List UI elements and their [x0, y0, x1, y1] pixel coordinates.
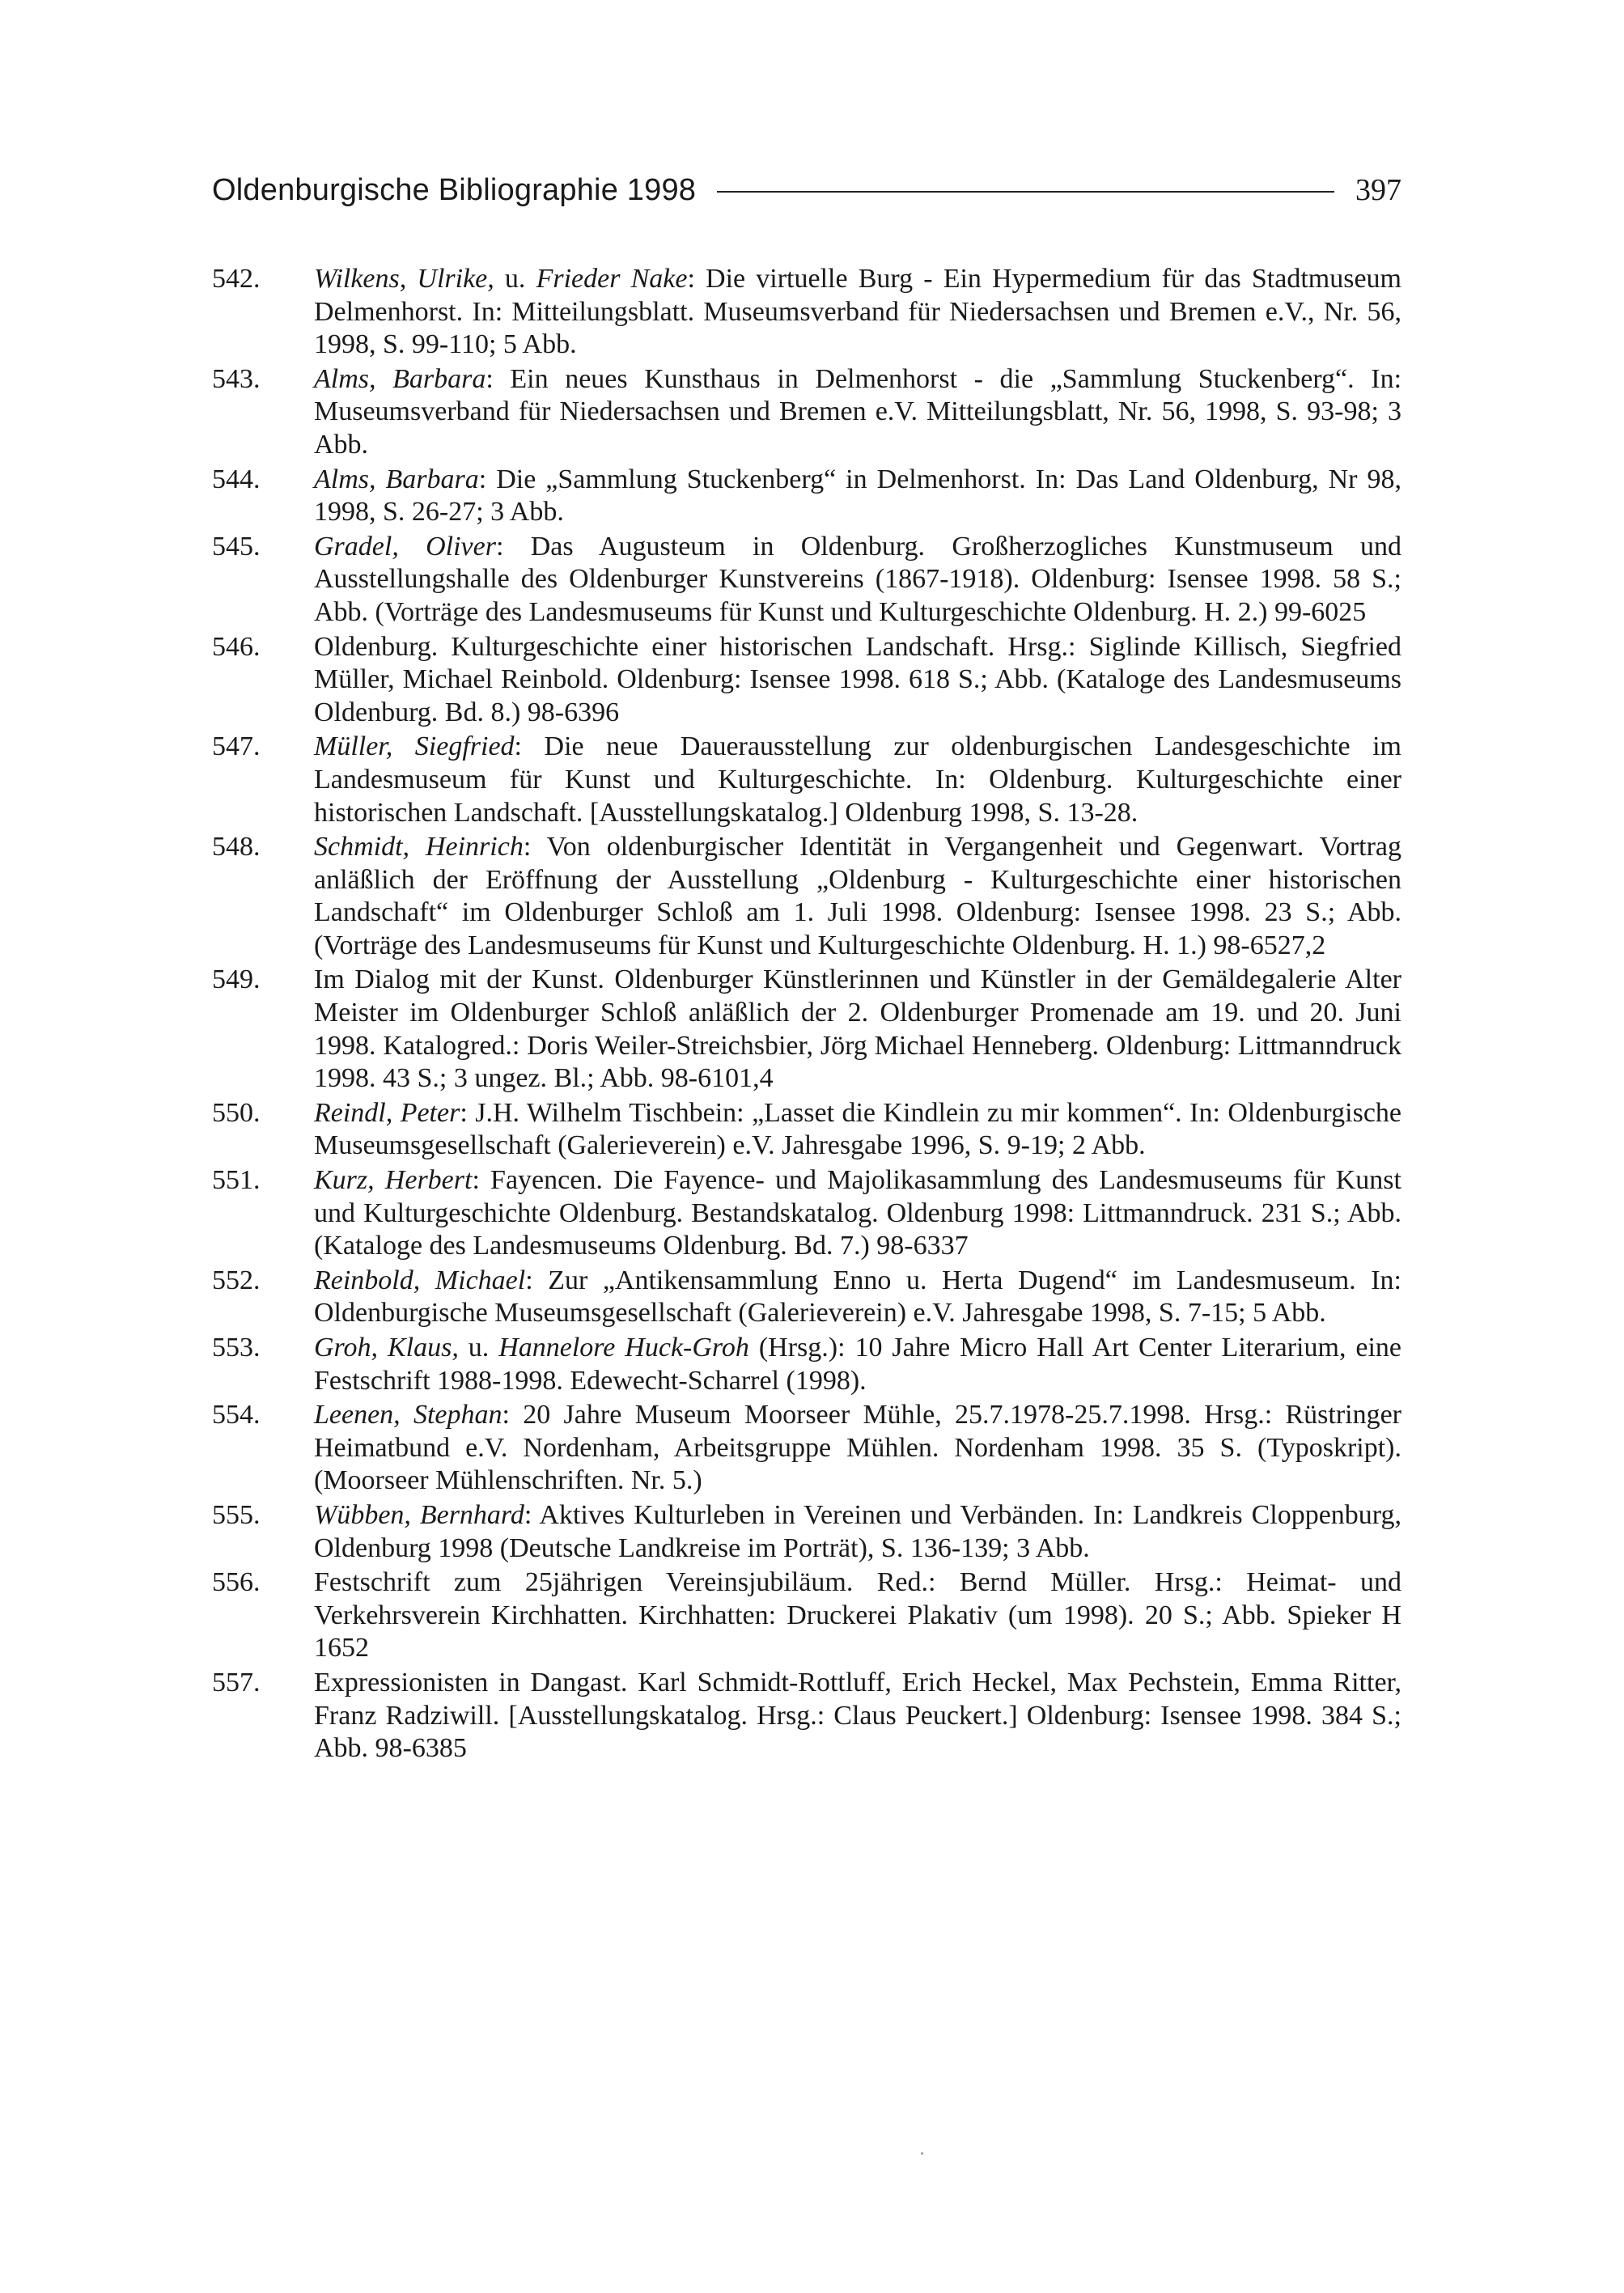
entry-author: Wübben, Bernhard [314, 1499, 524, 1530]
entry-number: 551. [212, 1165, 261, 1196]
entry-body [314, 631, 1401, 730]
entry-author: Kurz, Herbert [314, 1165, 473, 1196]
entry-number: 547. [212, 731, 261, 762]
entry-body [314, 1499, 1401, 1565]
entry-text: : Von oldenburgischer Identität in Vergangenheit und Gegenwart. Vortrag anläßlich der Eröffnung der Ausstellung „Oldenburg - Kulturgeschichte einer historischen Landschaft“ im Oldenburger Schloß am 1. Juli 1998. Oldenburg: Isensee 1998. 23 S.; Abb. (Vorträge des Landesmuseums für Kunst und Kulturgeschichte Oldenburg. H. 1.) 98-6527,2 [314, 832, 1402, 960]
entry-author: Groh, Klaus, [314, 1333, 459, 1363]
entry-conjunction: u. [494, 264, 536, 294]
entry-body [314, 1566, 1401, 1665]
entry-number: 556. [212, 1567, 261, 1598]
entry-body [314, 363, 1401, 462]
entry-number: 542. [212, 264, 261, 294]
entry-author: Gradel, Oliver [314, 531, 496, 562]
entry-text: : Aktives Kulturleben in Vereinen und Verbänden. In: Landkreis Cloppenburg, Oldenburg 1998 (Deutsche Landkreise im Porträt), S. 136-139; 3 Abb. [314, 1499, 1401, 1563]
entry-body [314, 831, 1401, 962]
entry-number: 545. [212, 531, 261, 562]
entry-body [314, 531, 1401, 629]
bibliography-list [212, 263, 1401, 1767]
entry-author: Alms, Barbara [314, 464, 479, 494]
entry-text: : Die virtuelle Burg - Ein Hypermedium für das Stadtmuseum Delmenhorst. In: Mitteilungsblatt. Museumsverband für Niedersachsen und Bremen e.V., Nr. 56, 1998, S. 99-110; 5 Abb. [314, 264, 1401, 360]
entry-author: Wilkens, Ulrike, [314, 264, 494, 294]
bibliography-entry [212, 263, 1401, 362]
entry-body [314, 464, 1401, 529]
entry-number: 554. [212, 1400, 261, 1430]
bibliography-entry [212, 731, 1401, 829]
entry-text: Festschrift zum 25jährigen Vereinsjubiläum. Red.: Bernd Müller. Hrsg.: Heimat- und Verkehrsverein Kirchhatten. Kirchhatten: Druckerei Plakativ (um 1998). 20 S.; Abb. Spieker H 1652 [314, 1567, 1401, 1664]
entry-author: Schmidt, Heinrich [314, 832, 524, 863]
bibliography-entry [212, 1566, 1401, 1665]
bibliography-entry [212, 831, 1401, 962]
bibliography-entry [212, 1499, 1401, 1565]
entry-conjunction: u. [458, 1333, 499, 1363]
entry-number: 544. [212, 464, 261, 494]
entry-number: 550. [212, 1097, 261, 1128]
bibliography-entry [212, 1399, 1401, 1498]
entry-text: : Das Augusteum in Oldenburg. Großherzogliches Kunstmuseum und Ausstellungshalle des Oldenburger Kunstvereins (1867-1918). Oldenburg: Isensee 1998. 58 S.; Abb. (Vorträge des Landesmuseums für Kunst und Kulturgeschichte Oldenburg. H. 2.) 99-6025 [314, 531, 1402, 627]
entry-body [314, 1399, 1401, 1498]
entry-text: : Zur „Antikensammlung Enno u. Herta Dugend“ im Landesmuseum. In: Oldenburgische Museumsgesellschaft (Galerieverein) e.V. Jahresgabe 1998, S. 7-15; 5 Abb. [314, 1265, 1401, 1329]
entry-text: Im Dialog mit der Kunst. Oldenburger Künstlerinnen und Künstler in der Gemäldegalerie Alter Meister im Oldenburger Schloß anläßlich der 2. Oldenburger Promenade am 19. und 20. Juni 1998. Katalogred.: Doris Weiler-Streichsbier, Jörg Michael Henneberg. Oldenburg: Littmanndruck 1998. 43 S.; 3 ungez. Bl.; Abb. 98-6101,4 [314, 964, 1401, 1094]
entry-body [314, 1667, 1401, 1765]
entry-text: Oldenburg. Kulturgeschichte einer historischen Landschaft. Hrsg.: Siglinde Killisch, Siegfried Müller, Michael Reinbold. Oldenburg: Isensee 1998. 618 S.; Abb. (Kataloge des Landesmuseums Oldenburg. Bd. 8.) 98-6396 [314, 631, 1401, 727]
entry-body [314, 964, 1401, 1095]
entry-number: 555. [212, 1499, 261, 1530]
entry-body [314, 731, 1401, 829]
entry-coauthor: Frieder Nake [536, 264, 688, 294]
entry-body [314, 1097, 1401, 1163]
bibliography-entry [212, 1332, 1401, 1397]
header-rule [717, 191, 1334, 193]
entry-text: Expressionisten in Dangast. Karl Schmidt-Rottluff, Erich Heckel, Max Pechstein, Emma Ritter, Franz Radziwill. [Ausstellungskatalog. Hrsg.: Claus Peuckert.] Oldenburg: Isensee 1998. 384 S.; Abb. 98-6385 [314, 1667, 1401, 1764]
entry-body [314, 1164, 1401, 1263]
bibliography-entry [212, 1097, 1401, 1163]
entry-author: Reinbold, Michael [314, 1265, 526, 1295]
page-number: 397 [1355, 173, 1401, 207]
bibliography-entry [212, 531, 1401, 629]
bibliography-entry [212, 363, 1401, 462]
entry-author: Reindl, Peter [314, 1097, 460, 1128]
entry-body [314, 263, 1401, 362]
entry-body [314, 1332, 1401, 1397]
entry-number: 548. [212, 832, 261, 863]
entry-author: Leenen, Stephan [314, 1400, 502, 1430]
entry-number: 546. [212, 631, 261, 662]
entry-number: 543. [212, 363, 261, 394]
bibliography-entry [212, 631, 1401, 730]
entry-text: (Hrsg.): 10 Jahre Micro Hall Art Center Literarium, eine Festschrift 1988-1998. Edewecht-Scharrel (1998). [314, 1333, 1402, 1396]
entry-number: 552. [212, 1265, 261, 1295]
bibliography-entry [212, 1265, 1401, 1330]
entry-number: 549. [212, 964, 261, 995]
bibliography-entry [212, 464, 1401, 529]
entry-text: : Fayencen. Die Fayence- und Majolikasammlung des Landesmuseums für Kunst und Kulturgeschichte Oldenburg. Bestandskatalog. Oldenburg 1998: Littmanndruck. 231 S.; Abb. (Kataloge des Landesmuseums Oldenburg. Bd. 7.) 98-6337 [314, 1165, 1401, 1261]
entry-author: Müller, Siegfried [314, 731, 515, 762]
bibliography-entry [212, 964, 1401, 1095]
entry-body [314, 1265, 1401, 1330]
entry-text: : Die neue Dauerausstellung zur oldenburgischen Landesgeschichte im Landesmuseum für Kunst und Kulturgeschichte. In: Oldenburg. Kulturgeschichte einer historischen Landschaft. [Ausstellungskatalog.] Oldenburg 1998, S. 13-28. [314, 731, 1401, 828]
running-header [212, 166, 1401, 214]
bibliography-entry [212, 1667, 1401, 1765]
entry-text: : Ein neues Kunsthaus in Delmenhorst - die „Sammlung Stuckenberg“. In: Museumsverband für Niedersachsen und Bremen e.V. Mitteilungsblatt, Nr. 56, 1998, S. 93-98; 3 Abb. [314, 363, 1402, 460]
entry-text: : J.H. Wilhelm Tischbein: „Lasset die Kindlein zu mir kommen“. In: Oldenburgische Museumsgesellschaft (Galerieverein) e.V. Jahresgabe 1996, S. 9-19; 2 Abb. [314, 1097, 1401, 1161]
entry-author: Alms, Barbara [314, 363, 486, 394]
scan-speck [921, 2152, 923, 2155]
entry-text: : 20 Jahre Museum Moorseer Mühle, 25.7.1978-25.7.1998. Hrsg.: Rüstringer Heimatbund e.V. Nordenham, Arbeitsgruppe Mühlen. Nordenham 1998. 35 S. (Typoskript). (Moorseer Mühlenschriften. Nr. 5.) [314, 1400, 1402, 1496]
entry-coauthor: Hannelore Huck-Groh [498, 1333, 749, 1363]
bibliography-entry [212, 1164, 1401, 1263]
entry-text: : Die „Sammlung Stuckenberg“ in Delmenhorst. In: Das Land Oldenburg, Nr 98, 1998, S. 26-27; 3 Abb. [314, 464, 1401, 528]
running-title: Oldenburgische Bibliographie 1998 [212, 172, 697, 207]
entry-number: 557. [212, 1667, 261, 1697]
entry-number: 553. [212, 1333, 261, 1363]
